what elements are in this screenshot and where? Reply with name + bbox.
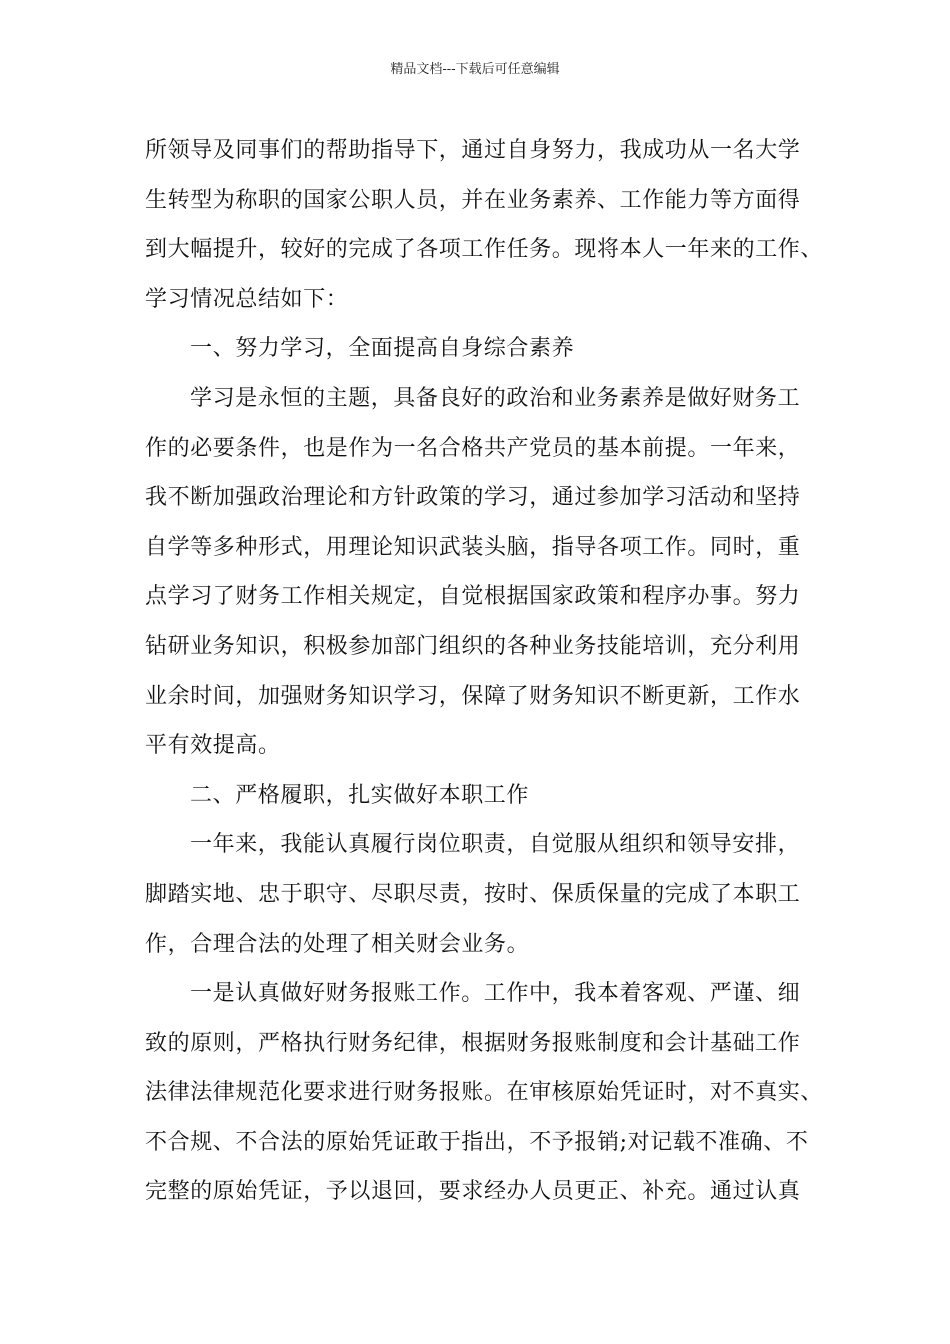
text-line: 作的必要条件，也是作为一名合格共产党员的基本前提。一年来，: [145, 435, 801, 461]
text-line: 所领导及同事们的帮助指导下，通过自身努力，我成功从一名大学: [145, 138, 801, 163]
text-line: 不合规、不合法的原始凭证敢于指出，不予报销;对记载不准确、不: [145, 1129, 809, 1155]
document-body: [145, 126, 835, 1217]
text-line: 一年来，我能认真履行岗位职责，自觉服从组织和领导安排，: [190, 832, 801, 858]
text-line: 自学等多种形式，用理论知识武装头脑，指导各项工作。同时，重: [145, 534, 801, 560]
text-line: 一是认真做好财务报账工作。工作中，我本着客观、严谨、细: [190, 981, 801, 1007]
text-line: 平有效提高。: [145, 733, 281, 759]
text-line: 作，合理合法的处理了相关财会业务。: [145, 931, 530, 957]
text-line: 钻研业务知识，积极参加部门组织的各种业务技能培训，充分利用: [145, 633, 801, 659]
page-header: 精品文档---下载后可任意编辑: [390, 62, 560, 77]
text-line: 二、严格履职，扎实做好本职工作: [190, 782, 530, 808]
text-line: 生转型为称职的国家公职人员，并在业务素养、工作能力等方面得: [145, 187, 801, 213]
text-line: 完整的原始凭证，予以退回，要求经办人员更正、补充。通过认真: [145, 1179, 801, 1205]
text-line: 点学习了财务工作相关规定，自觉根据国家政策和程序办事。努力: [145, 584, 801, 610]
text-line: 我不断加强政治理论和方针政策的学习，通过参加学习活动和坚持: [145, 485, 801, 511]
text-line: 业余时间，加强财务知识学习，保障了财务知识不断更新，工作水: [145, 683, 801, 709]
text-line: 一、努力学习，全面提高自身综合素养: [190, 336, 575, 362]
text-line: 法律法律规范化要求进行财务报账。在审核原始凭证时，对不真实、: [145, 1080, 824, 1106]
text-line: 脚踏实地、忠于职守、尽职尽责，按时、保质保量的完成了本职工: [145, 881, 801, 907]
text-line: 学习情况总结如下：: [145, 286, 349, 312]
text-line: 到大幅提升，较好的完成了各项工作任务。现将本人一年来的工作、: [145, 237, 824, 263]
text-line: 致的原则，严格执行财务纪律，根据财务报账制度和会计基础工作: [145, 1030, 801, 1056]
text-line: 学习是永恒的主题，具备良好的政治和业务素养是做好财务工: [190, 385, 801, 411]
